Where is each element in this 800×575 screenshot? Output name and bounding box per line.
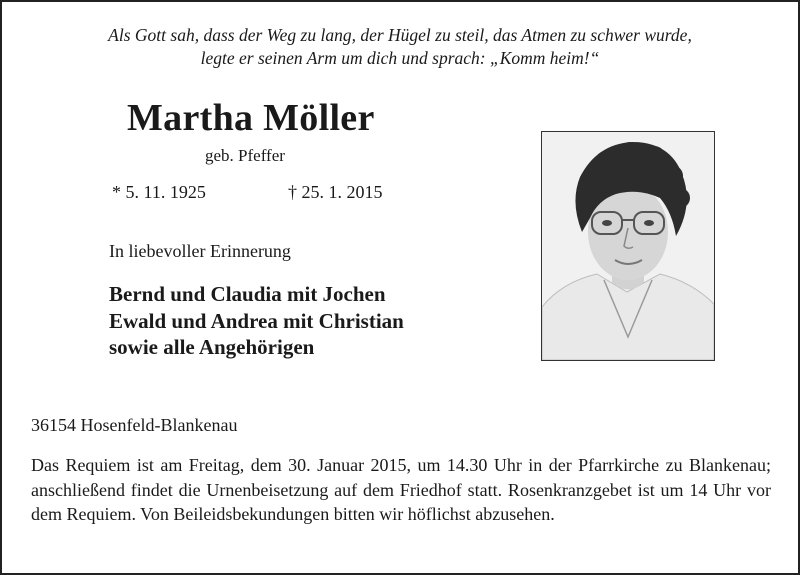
location: 36154 Hosenfeld-Blankenau: [31, 415, 238, 435]
mourner-line: sowie alle Angehörigen: [109, 335, 315, 359]
death-date: † 25. 1. 2015: [288, 182, 383, 202]
motto-verse: [0, 24, 800, 70]
motto-line-2: legte er seinen Arm um dich und sprach: „Komm heim!“: [200, 48, 600, 68]
mourner-line: Ewald und Andrea mit Christian: [109, 308, 404, 333]
birth-date: * 5. 11. 1925: [112, 182, 206, 202]
mourner-line: Bernd und Claudia mit Jochen: [109, 282, 386, 306]
memorial-intro: In liebevoller Erinnerung: [109, 241, 291, 261]
portrait-photo: [541, 131, 715, 361]
motto-line-1: Als Gott sah, dass der Weg zu lang, der Hügel zu steil, das Atmen zu schwer wurde,: [108, 25, 692, 45]
mourners-list: [109, 281, 404, 361]
deceased-name: Martha Möller: [127, 97, 375, 139]
maiden-name: geb. Pfeffer: [205, 146, 285, 165]
announcement-text: Das Requiem ist am Freitag, dem 30. Januar 2015, um 14.30 Uhr in der Pfarrkirche zu Blankenau; anschließend findet die Urnenbeisetzung auf dem Friedhof statt. Rosenkranzgebet ist um 14 Uhr vor dem Requiem. Von Beileidsbekundungen bitten wir höflichst abzusehen.: [31, 455, 771, 524]
